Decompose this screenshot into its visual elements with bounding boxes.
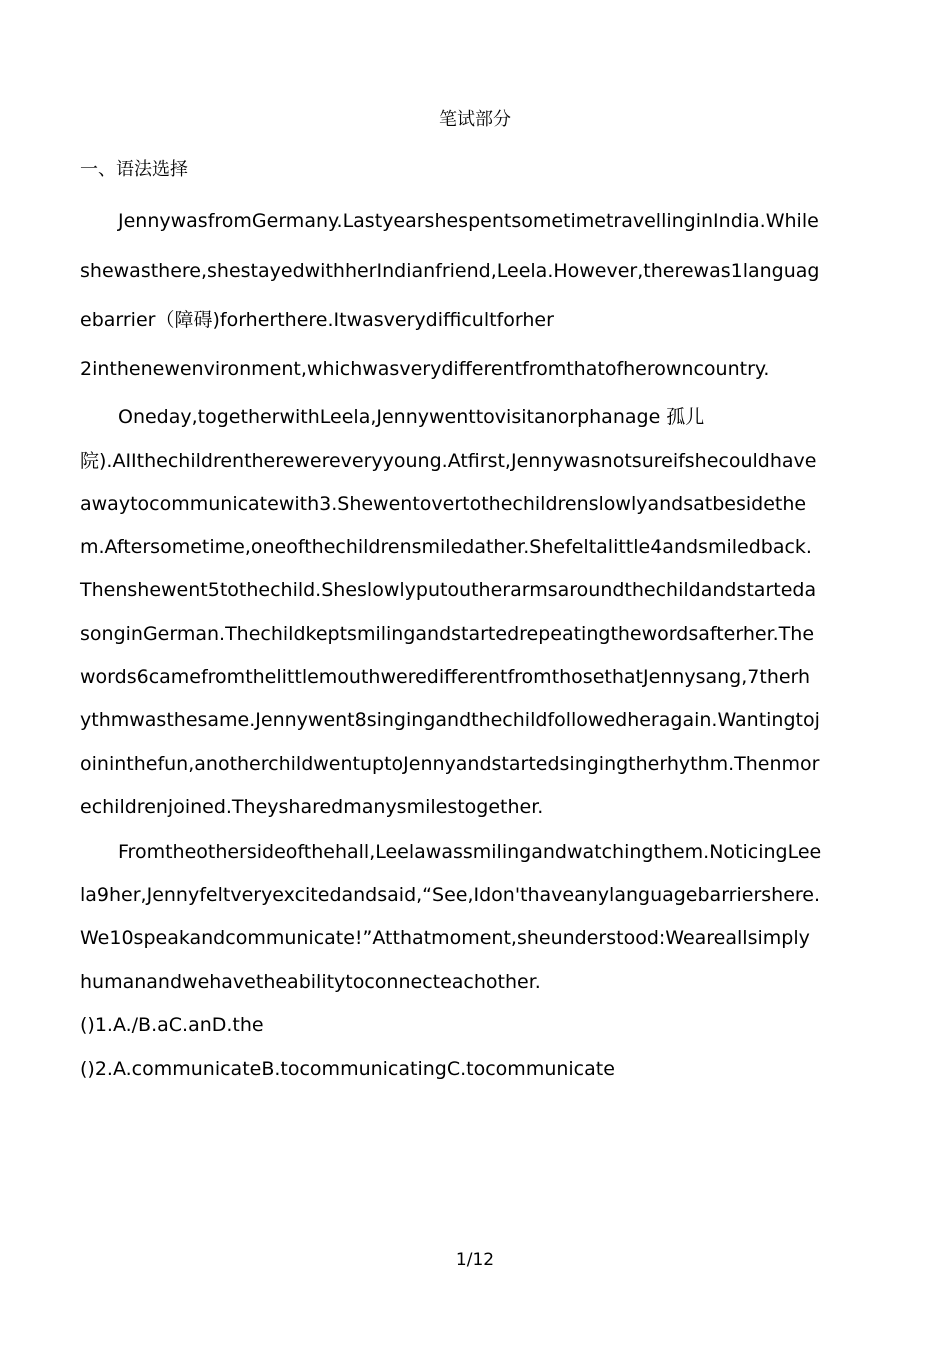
passage-line: ythmwasthesame.Jennywent8singingandthechildfollowedheragain.Wantingtoj (80, 709, 820, 731)
passage-line: Fromtheothersideofthehall,Leelawassmilingandwatchingthem.NoticingLee (80, 841, 822, 863)
passage-line: awaytocommunicatewith3.Shewentovertothechildrenslowlyandsatbesidethe (80, 493, 807, 515)
passage-line: m.Aftersometime,oneofthechildrensmiledather.Shefeltalittle4andsmiledback. (80, 536, 812, 558)
question-item: ()2.A.communicateB.tocommunicatingC.tocommunicate (80, 1058, 615, 1080)
page-number: 1/12 (455, 1250, 495, 1270)
passage-line: songinGerman.Thechildkeptsmilingandstartedrepeatingthewordsafterher.The (80, 623, 815, 645)
section-heading: 一、语法选择 (80, 159, 188, 180)
passage-line: 院).AIIthechildrentherewereveryyoung.Atfirst,Jennywasnotsureifshecouldhave (80, 450, 817, 472)
passage-line: We10speakandcommunicate!”Atthatmoment,sheunderstood:Weareallsimply (80, 927, 810, 949)
question-item: ()1.A./B.aC.anD.the (80, 1014, 264, 1036)
passage-line: words6camefromthelittlemouthweredifferentfromthosethatJennysang,7therh (80, 666, 811, 688)
passage-line: echildrenjoined.Theysharedmanysmilestogether. (80, 796, 544, 818)
passage-line: humanandwehavetheabilitytoconnecteachother. (80, 971, 541, 993)
passage-line: la9her,Jennyfeltveryexcitedandsaid,“See,Idon'thaveanylanguagebarriershere. (80, 884, 821, 906)
passage-line: JennywasfromGermany.LastyearshespentsometimetravellinginIndia.While (80, 210, 819, 232)
passage-line: oininthefun,anotherchildwentuptoJennyandstartedsingingtherhythm.Thenmor (80, 753, 820, 775)
passage-line: shewasthere,shestayedwithherIndianfriend,Leela.However,therewas1languag (80, 260, 820, 282)
page-title: 笔试部分 (439, 109, 511, 130)
passage-line: ebarrier（障碍)forherthere.Itwasverydifficultforher (80, 309, 554, 331)
passage-line: Thenshewent5tothechild.Sheslowlyputoutherarmsaroundthechildandstarteda (80, 579, 817, 601)
passage-line: Oneday,togetherwithLeela,Jennywenttovisitanorphanage 孤儿 (80, 406, 705, 428)
passage-line: 2inthenewenvironment,whichwasverydifferentfromthatofherowncountry. (80, 358, 770, 380)
